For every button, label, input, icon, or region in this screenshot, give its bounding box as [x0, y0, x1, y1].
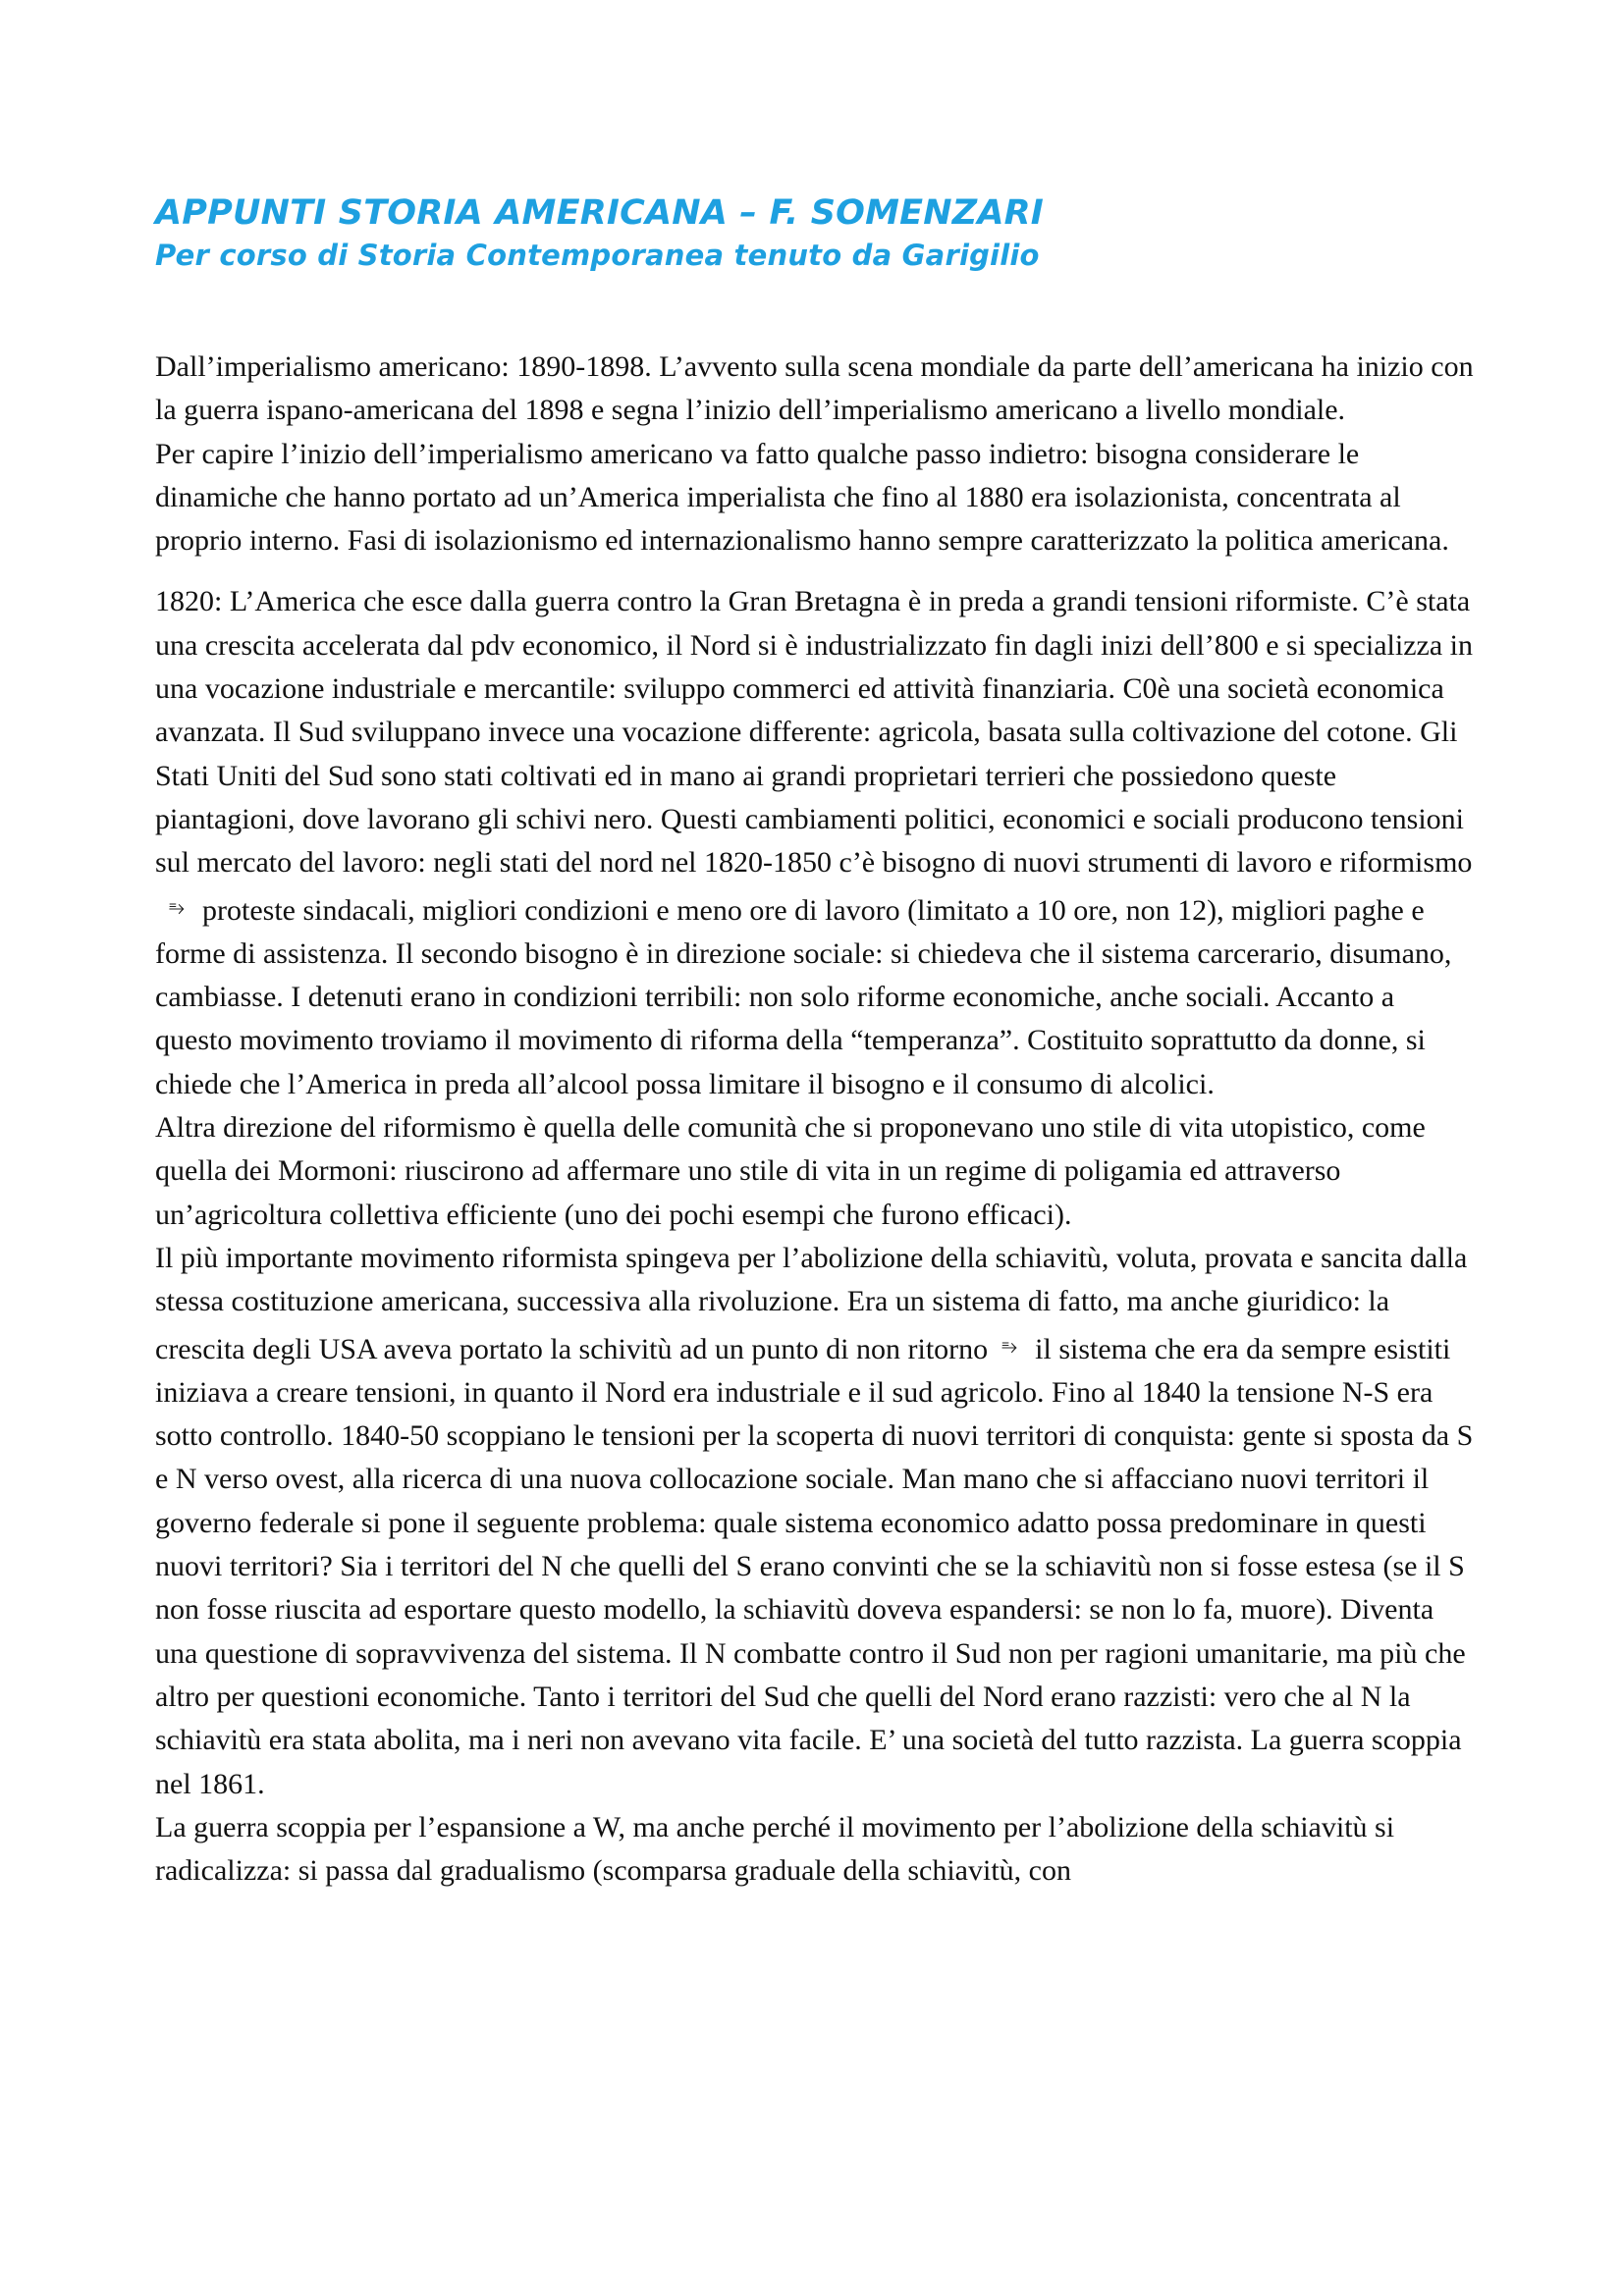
document-title: APPUNTI STORIA AMERICANA – F. SOMENZARI	[155, 193, 1044, 233]
paragraph-text: il sistema che era da sempre esistiti iniziava a creare tensioni, in quanto il Nord era industriale e il sud agricolo. Fino al 1840 la tensione N-S era sotto controllo. 1840-50 scoppiano le tensioni per la scoperta di nuovi territori di conquista: gente si sposta da S e N verso ovest, alla ricerca di una nuova collocazione sociale. Man mano che si affacciano nuovi territori il governo federale si pone il seguente problema: quale sistema economico adatto possa predominare in questi nuovi territori? Sia i territori del N che quelli del S erano convinti che se la schiavitù non si fosse estesa (se il S non fosse riuscita ad esportare questo modello, la schiavitù doveva espandersi: se non lo fa, muore). Diventa una questione di sopravvivenza del sistema. Il N combatte contro il Sud non per ragioni umanitarie, ma più che altro per questioni economiche. Tanto i territori del Sud che quelli del Nord erano razzisti: vero che al N la schiavitù era stata abolita, ma i neri non avevano vita facile. E’ una società del tutto razzista. La guerra scoppia nel 1861.	[155, 1332, 1474, 1800]
paragraph-imperialism-intro: Dall’imperialismo americano: 1890-1898. L’avvento sulla scena mondiale da parte dell’americana ha inizio con la guerra ispano-americana del 1898 e segna l’inizio dell’imperialismo americano a livello mondiale.	[155, 350, 1474, 427]
document-subtitle: Per corso di Storia Contemporanea tenuto da Garigilio	[155, 239, 1040, 272]
paragraph-utopian-communities: Altra direzione del riformismo è quella delle comunità che si proponevano uno stile di vita utopistico, come quella dei Mormoni: riuscirono ad affermare uno stile di vita in un regime di poligamia ed attraverso un’agricoltura collettiva efficiente (uno dei pochi esempi che furono efficaci).	[155, 1111, 1426, 1231]
arrow-right-icon: ⥱	[1001, 1333, 1018, 1358]
paragraph-1820-reformism	[155, 580, 1476, 1106]
paragraph-isolationism: Per capire l’inizio dell’imperialismo americano va fatto qualche passo indietro: bisogna considerare le dinamiche che hanno portato ad un’America imperialista che fino al 1880 era isolazionista, concentrata al proprio interno. Fasi di isolazionismo ed internazionalismo hanno sempre caratterizzato la politica americana.	[155, 437, 1449, 558]
paragraph-text: Il più importante movimento riformista spingeva per l’abolizione della schiavitù, voluta, provata e sancita dalla stessa costituzione americana, successiva alla rivoluzione. Era un sistema di fatto, ma anche giuridico: la crescita degli USA aveva portato la schivitù ad un punto di non ritorno	[155, 1241, 1468, 1365]
arrow-right-icon: ⥱	[169, 894, 185, 919]
title-block	[155, 191, 1471, 276]
document-body	[155, 346, 1476, 1893]
paragraph-war-outbreak: La guerra scoppia per l’espansione a W, ma anche perché il movimento per l’abolizione della schiavitù si radicalizza: si passa dal gradualismo (scomparsa graduale della schiavitù, con	[155, 1810, 1395, 1888]
paragraph-text: 1820: L’America che esce dalla guerra contro la Gran Bretagna è in preda a grandi tensioni riformiste. C’è stata una crescita accelerata dal pdv economico, il Nord si è industrializzato fin dagli inizi dell’800 e si specializza in una vocazione industriale e mercantile: sviluppo commerci ed attività finanziaria. C0è una società economica avanzata. Il Sud sviluppano invece una vocazione differente: agricola, basata sulla coltivazione del cotone. Gli Stati Uniti del Sud sono stati coltivati ed in mano ai grandi proprietari terrieri che possiedono queste piantagioni, dove lavorano gli schivi nero. Questi cambiamenti politici, economici e sociali producono tensioni sul mercato del lavoro: negli stati del nord nel 1820-1850 c’è bisogno di nuovi strumenti di lavoro e riformismo	[155, 585, 1473, 880]
paragraph-text: proteste sindacali, migliori condizioni e meno ore di lavoro (limitato a 10 ore, non 12), migliori paghe e forme di assistenza. Il secondo bisogno è in direzione sociale: si chiedeva che il sistema carcerario, disumano, cambiasse. I detenuti erano in condizioni terribili: non solo riforme economiche, anche sociali. Accanto a questo movimento troviamo il movimento di riforma della “temperanza”. Costituito soprattutto da donne, si chiede che l’America in preda all’alcool possa limitare il bisogno e il consumo di alcolici.	[155, 893, 1452, 1100]
paragraph-abolition-movement	[155, 1237, 1476, 1806]
